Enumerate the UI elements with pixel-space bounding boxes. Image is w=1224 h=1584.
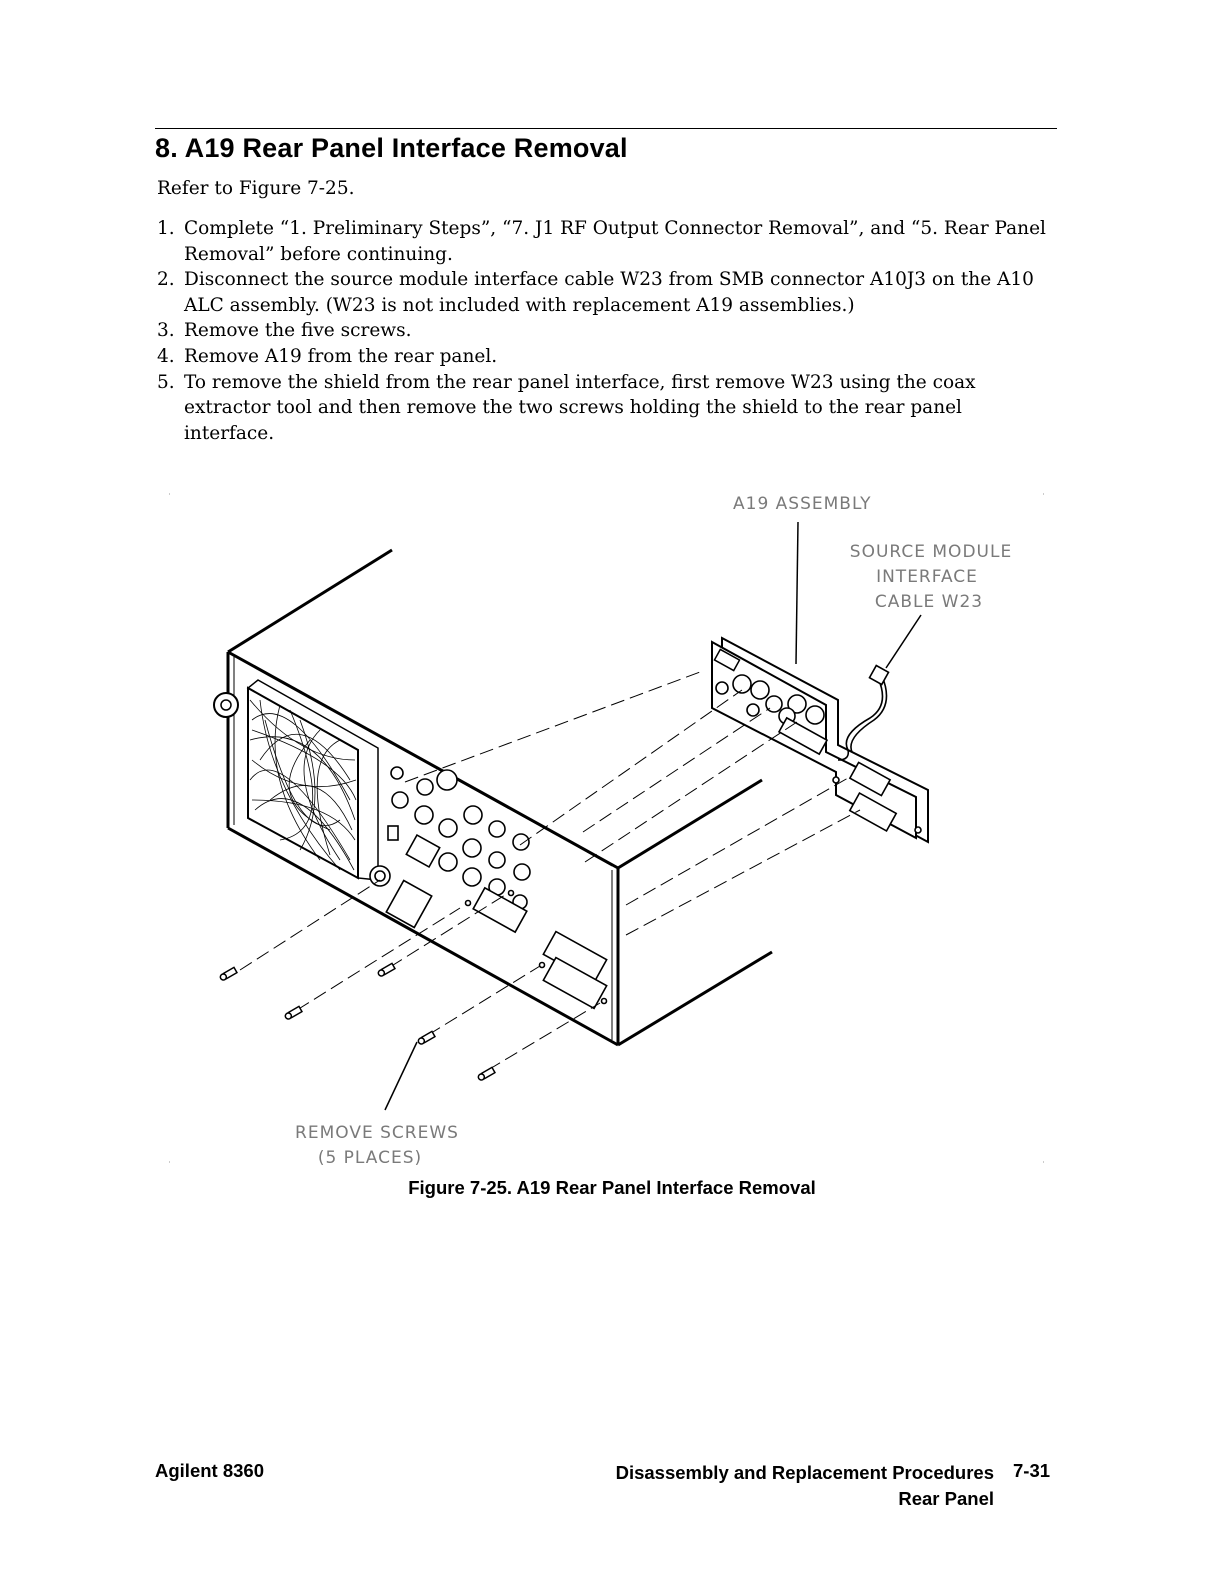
- a19-board: [712, 638, 928, 842]
- step-text: To remove the shield from the rear panel interface, first remove W23 using the coax extractor tool and then remove the two screws holding the shield to the rear panel interface.: [184, 371, 976, 444]
- page-number: 7-31: [1013, 1460, 1051, 1481]
- corner-knob: [214, 693, 238, 717]
- screws: [219, 963, 495, 1081]
- rear-panel-illustration: [160, 485, 1060, 1175]
- section-rule: [155, 128, 1057, 129]
- intro-text: Refer to Figure 7-25.: [157, 178, 355, 199]
- step-text: Remove the five screws.: [184, 320, 412, 342]
- procedure-steps: [157, 216, 1057, 446]
- footer-product: Agilent 8360: [155, 1460, 264, 1481]
- step-item: [157, 370, 1057, 447]
- label-source-module-1: SOURCE MODULE: [849, 542, 1013, 562]
- label-remove-screws-1: REMOVE SCREWS: [295, 1123, 459, 1143]
- w23-cable: [838, 665, 889, 760]
- step-number: 5.: [157, 371, 175, 393]
- step-text: Complete “1. Preliminary Steps”, “7. J1 RF Output Connector Removal”, and “5. Rear Panel Removal” before continuing.: [184, 218, 1046, 265]
- step-item: [157, 318, 1057, 344]
- footer-section: Rear Panel: [898, 1488, 994, 1509]
- label-a19-assembly: A19 ASSEMBLY: [733, 494, 872, 514]
- label-source-module-3: CABLE W23: [874, 592, 984, 612]
- label-remove-screws-2: (5 PLACES): [317, 1148, 423, 1168]
- label-source-module-2: INTERFACE: [876, 567, 978, 587]
- footer-running-head: [616, 1460, 994, 1512]
- step-item: [157, 344, 1057, 370]
- figure-caption: Figure 7-25. A19 Rear Panel Interface Removal: [408, 1177, 816, 1198]
- step-number: 4.: [157, 345, 175, 367]
- step-text: Remove A19 from the rear panel.: [184, 345, 498, 367]
- section-title: 8. A19 Rear Panel Interface Removal: [155, 133, 628, 163]
- step-number: 1.: [157, 218, 175, 239]
- step-number: 2.: [157, 269, 175, 291]
- step-text: Disconnect the source module interface cable W23 from SMB connector A10J3 on the A10 ALC assembly. (W23 is not included with replacement A19 assemblies.): [184, 269, 1034, 316]
- figure-diagram: [160, 485, 1060, 1175]
- footer-chapter: Disassembly and Replacement Procedures: [615, 1462, 994, 1483]
- step-item: [157, 267, 1057, 318]
- step-number: 3.: [157, 320, 175, 342]
- step-item: [157, 216, 1057, 267]
